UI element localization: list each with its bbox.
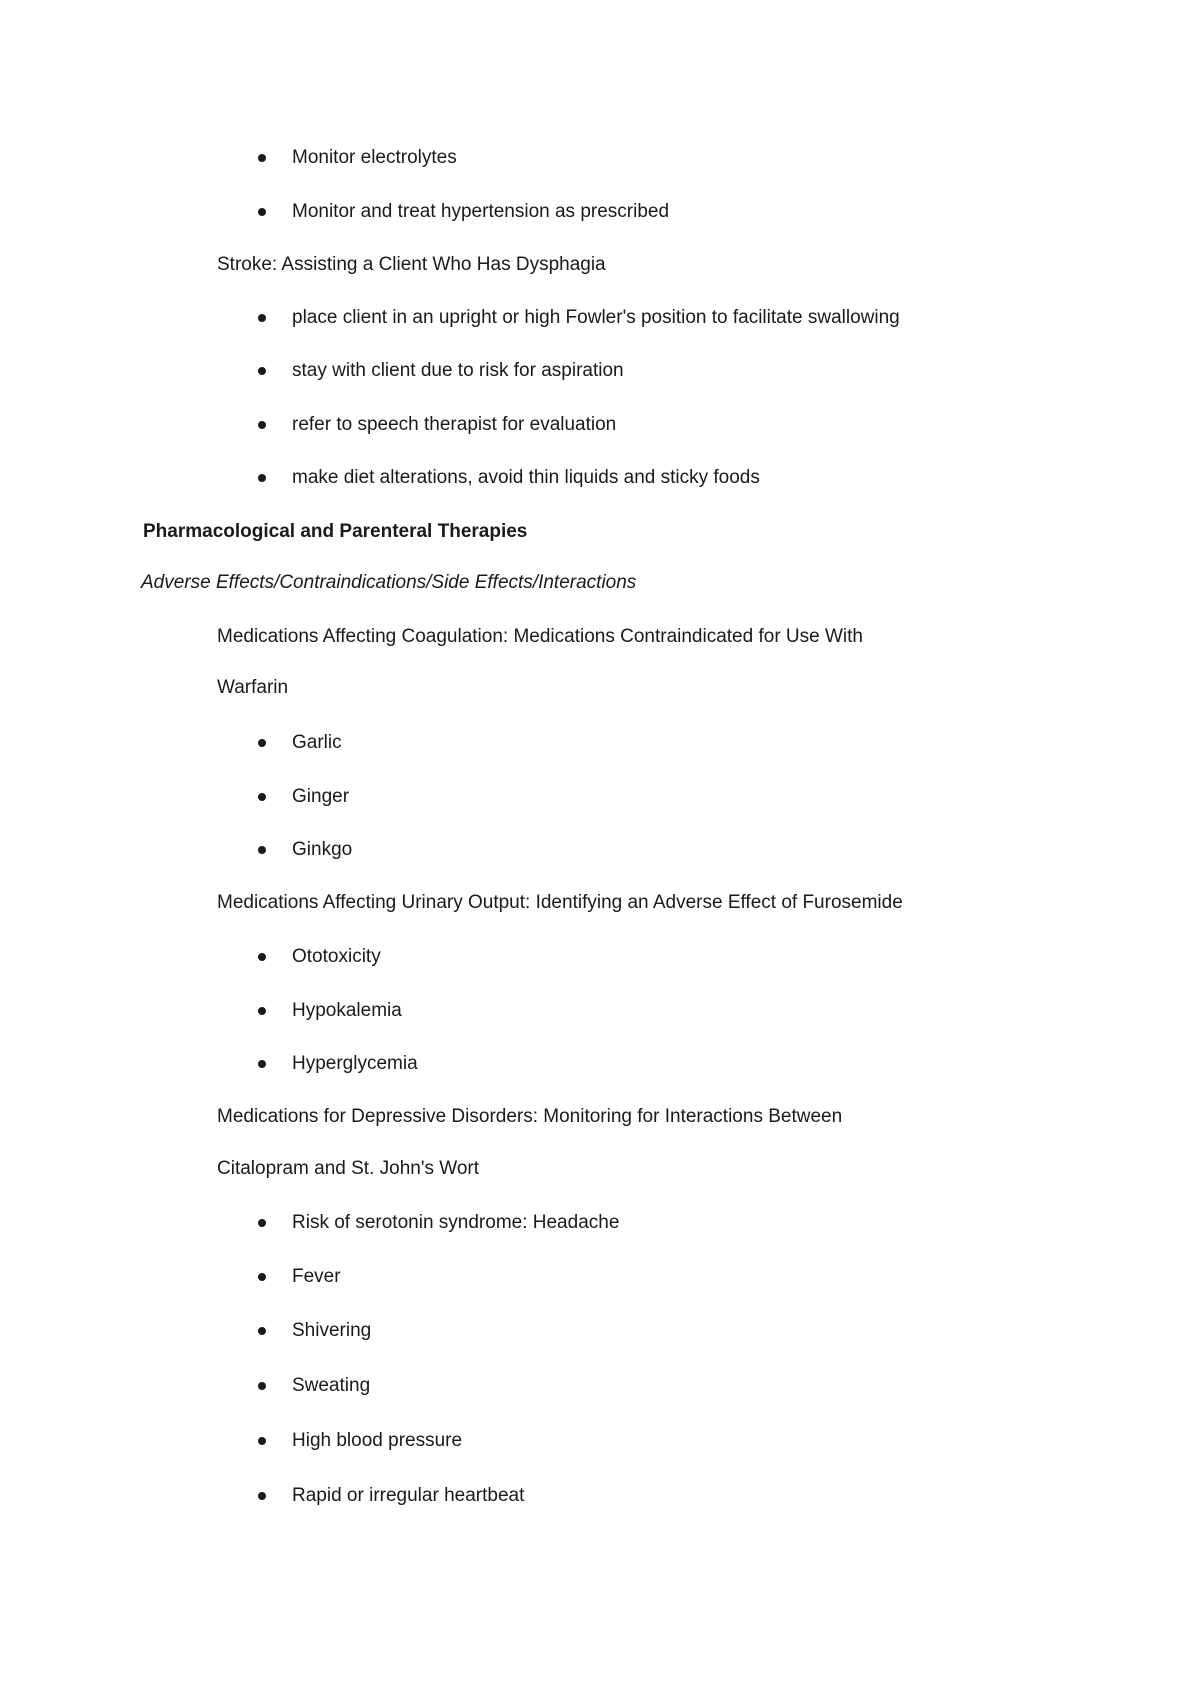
bullet-item: stay with client due to risk for aspiration [292, 360, 624, 381]
bullet-item: Rapid or irregular heartbeat [292, 1485, 525, 1506]
bullet-marker [258, 1437, 266, 1445]
section-label-continued: Citalopram and St. John's Wort [217, 1158, 480, 1179]
bullet-item: Monitor and treat hypertension as prescribed [292, 201, 670, 222]
bullet-item: Risk of serotonin syndrome: Headache [292, 1212, 620, 1233]
bullet-item: Shivering [292, 1320, 372, 1341]
bullet-marker [258, 1327, 266, 1335]
bullet-marker [258, 1492, 266, 1500]
bullet-item: Ototoxicity [292, 946, 381, 967]
section-label: Stroke: Assisting a Client Who Has Dysphagia [217, 254, 606, 275]
bullet-marker [258, 953, 266, 961]
bullet-item: Ginkgo [292, 839, 353, 860]
section-subheading: Adverse Effects/Contraindications/Side Effects/Interactions [141, 572, 637, 593]
bullet-marker [258, 314, 266, 322]
section-label-continued: Warfarin [217, 677, 289, 698]
bullet-item: High blood pressure [292, 1430, 463, 1451]
bullet-item: refer to speech therapist for evaluation [292, 414, 617, 435]
bullet-marker [258, 367, 266, 375]
bullet-item: Hyperglycemia [292, 1053, 418, 1074]
bullet-marker [258, 1382, 266, 1390]
bullet-marker [258, 1007, 266, 1015]
section-label: Medications for Depressive Disorders: Monitoring for Interactions Between [217, 1106, 843, 1127]
bullet-marker [258, 793, 266, 801]
bullet-item: Monitor electrolytes [292, 147, 457, 168]
bullet-item: Sweating [292, 1375, 371, 1396]
section-label: Medications Affecting Coagulation: Medications Contraindicated for Use With [217, 626, 863, 647]
bullet-item: Garlic [292, 732, 342, 753]
bullet-item: Hypokalemia [292, 1000, 402, 1021]
bullet-item: place client in an upright or high Fowler's position to facilitate swallowing [292, 307, 900, 328]
section-heading: Pharmacological and Parenteral Therapies [143, 521, 528, 542]
bullet-marker [258, 846, 266, 854]
section-label: Medications Affecting Urinary Output: Identifying an Adverse Effect of Furosemide [217, 892, 903, 913]
bullet-marker [258, 739, 266, 747]
bullet-marker [258, 1219, 266, 1227]
bullet-marker [258, 1273, 266, 1281]
bullet-marker [258, 208, 266, 216]
bullet-marker [258, 421, 266, 429]
bullet-item: Ginger [292, 786, 350, 807]
bullet-marker [258, 154, 266, 162]
bullet-item: make diet alterations, avoid thin liquids and sticky foods [292, 467, 760, 488]
bullet-item: Fever [292, 1266, 341, 1287]
bullet-marker [258, 474, 266, 482]
bullet-marker [258, 1060, 266, 1068]
